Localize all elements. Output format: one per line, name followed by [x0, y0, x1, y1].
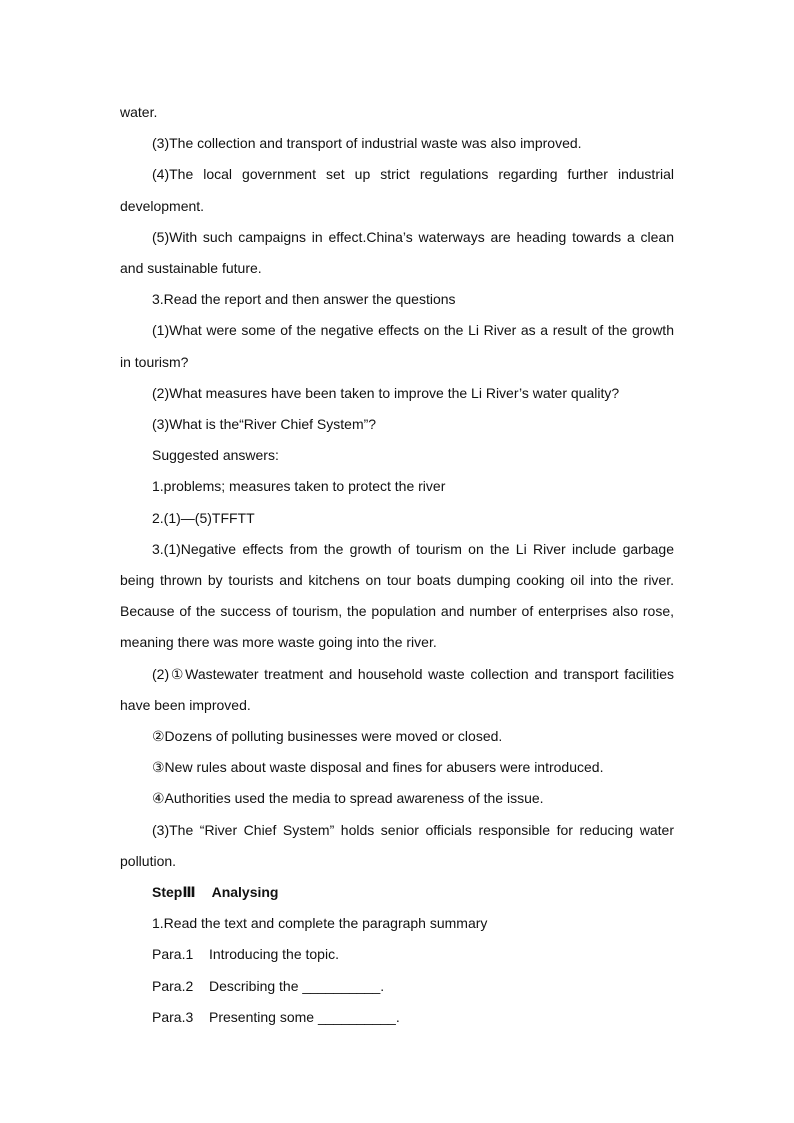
step-title: Analysing [211, 884, 279, 901]
answer: ③New rules about waste disposal and fines for abusers were introduced. [152, 759, 604, 776]
summary-text [209, 1002, 400, 1033]
question: (1)What were some of the negative effects on the Li River as a result of the growth in tourism? [120, 322, 674, 370]
question: (3)What is the“River Chief System”? [152, 416, 377, 433]
document-page [120, 97, 674, 1033]
text-line: (4)The local government set up strict regulations regarding further industrial development. [120, 166, 674, 214]
summary-row [120, 1002, 674, 1033]
summary-text [209, 971, 384, 1002]
answer: (2)①Wastewater treatment and household waste collection and transport facilities have been improved. [120, 665, 674, 713]
fill-blank[interactable]: __________ [317, 1008, 396, 1025]
task-instruction: 1.Read the text and complete the paragraph summary [152, 915, 488, 932]
summary-text-end: . [380, 977, 385, 994]
fill-blank[interactable]: __________ [302, 977, 381, 994]
answer: (3)The “River Chief System” holds senior officials responsible for reducing water pollution. [120, 821, 674, 869]
summary-label: Para.1 [152, 946, 194, 963]
summary-row [120, 971, 674, 1002]
summary-text-prefix: Presenting some [209, 1008, 318, 1025]
answer: ②Dozens of polluting businesses were moved or closed. [152, 728, 503, 745]
answer: 1.problems; measures taken to protect the river [152, 478, 446, 495]
step-heading [120, 877, 674, 908]
answers-heading: Suggested answers: [152, 447, 279, 464]
summary-text-prefix: Describing the [209, 977, 303, 994]
step-label: StepⅢ [152, 884, 196, 901]
answer: 2.(1)—(5)TFFTT [152, 509, 255, 526]
summary-row [120, 939, 674, 970]
summary-text: Introducing the topic. [209, 946, 339, 963]
text-line: (3)The collection and transport of industrial waste was also improved. [152, 135, 582, 152]
summary-label: Para.2 [152, 977, 194, 994]
answer: 3.(1)Negative effects from the growth of tourism on the Li River include garbage being thrown by tourists and kitchens on tour boats dumping cooking oil into the river. Because of the success of tourism, the population and number of enterprises also rose, meaning there was more waste going into the river. [120, 540, 674, 651]
question-heading: 3.Read the report and then answer the questions [152, 291, 456, 308]
summary-label: Para.3 [152, 1008, 194, 1025]
answer: ④Authorities used the media to spread awareness of the issue. [152, 790, 544, 807]
text-line: (5)With such campaigns in effect.China’s waterways are heading towards a clean and sustainable future. [120, 228, 674, 277]
question: (2)What measures have been taken to improve the Li River’s water quality? [152, 384, 620, 401]
text-line: water. [120, 104, 158, 120]
summary-text-end: . [395, 1008, 400, 1025]
